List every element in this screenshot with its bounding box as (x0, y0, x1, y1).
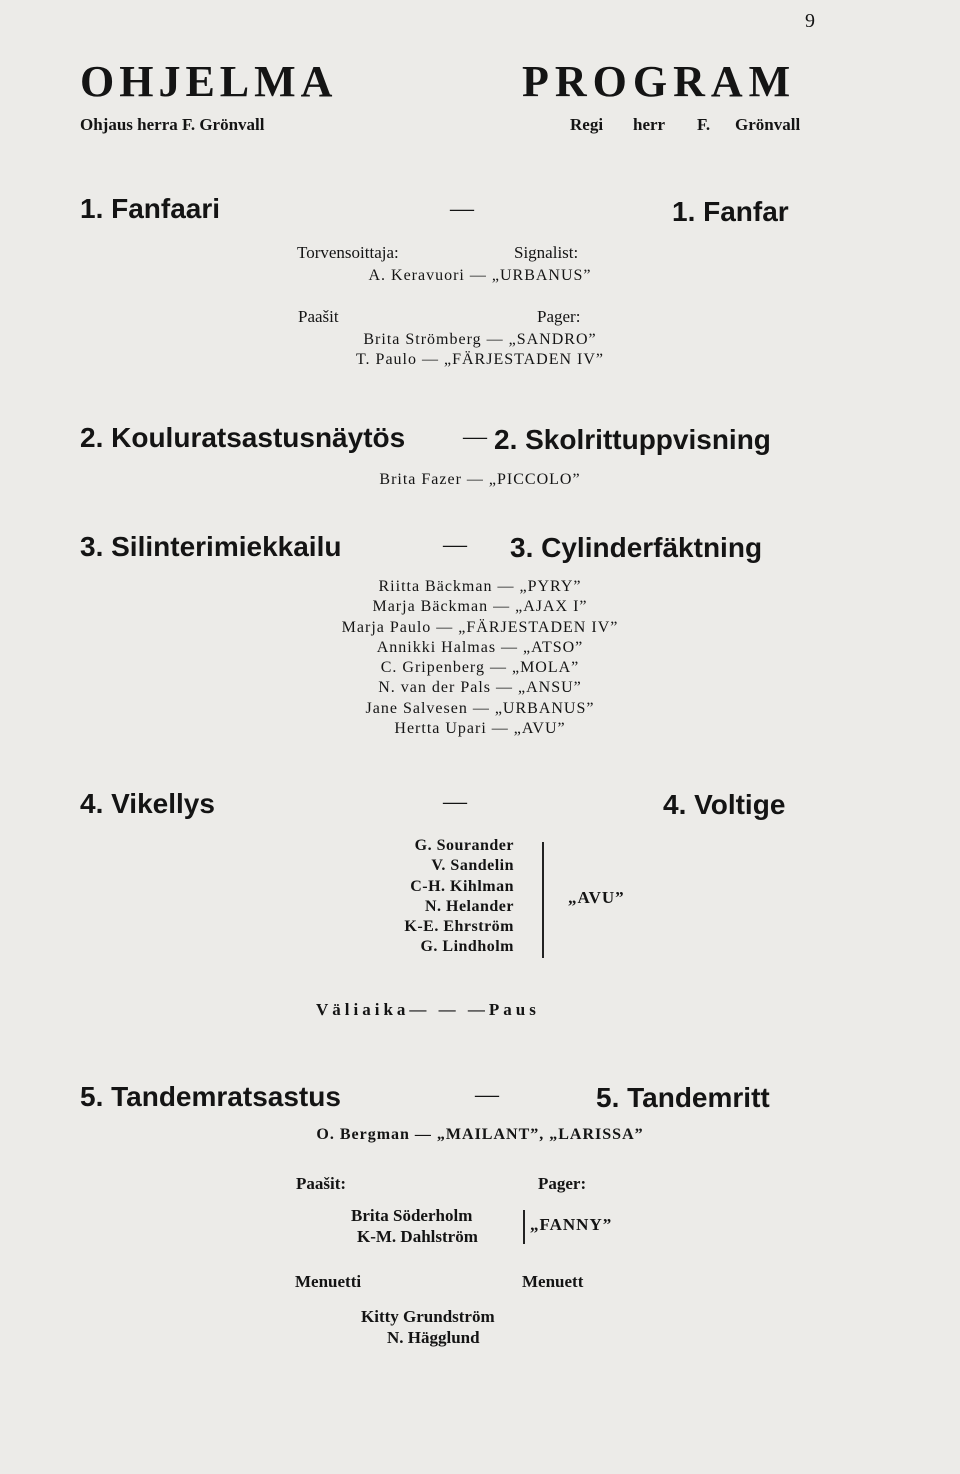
pages-bracket (520, 1210, 525, 1244)
director-finnish: Ohjaus herra F. Grönvall (80, 115, 265, 134)
section-5-dash: — (475, 1082, 499, 1108)
section-5-horse: „FANNY” (530, 1215, 613, 1234)
section-4-dash: — (443, 789, 467, 815)
section-4-riders (360, 836, 514, 958)
pages-label-sv: Pager: (537, 307, 581, 326)
menuet-dancer-1: Kitty Grundström (361, 1307, 495, 1326)
section-1-dash: — (450, 196, 474, 222)
section-3-title-sv: 3. Cylinderfäktning (510, 532, 763, 563)
section-3-title-fi: 3. Silinterimiekkailu (80, 531, 342, 562)
list-item: N. Helander (424, 897, 514, 915)
list-item: Riitta Bäckman — „PYRY” (378, 578, 582, 595)
list-item: C-H. Kihlman (410, 877, 514, 895)
signalist-label-sv: Signalist: (514, 243, 579, 262)
list-item: G. Sourander (414, 837, 514, 854)
list-item: Brita Strömberg — „SANDRO” (363, 331, 597, 348)
section-1-pages (0, 330, 960, 371)
section-5-title-sv: 5. Tandemritt (596, 1082, 770, 1113)
signalist-label-fi: Torvensoittaja: (297, 243, 399, 262)
menuet-label-sv: Menuett (522, 1272, 584, 1291)
pages-label-fi: Paašit (298, 307, 339, 326)
list-item: Jane Salvesen — „URBANUS” (365, 699, 595, 717)
list-item: G. Lindholm (420, 938, 514, 956)
section-3-dash: — (443, 532, 467, 558)
list-item: V. Sandelin (431, 857, 514, 875)
section-2-rider (0, 470, 960, 490)
director-swedish-2: herr (633, 115, 666, 134)
section-4-horse: „AVU” (568, 888, 625, 907)
list-item: C. Gripenberg — „MOLA” (380, 659, 580, 677)
list-item: Brita Fazer — „PICCOLO” (379, 471, 581, 488)
page-name-1: Brita Söderholm (351, 1206, 473, 1225)
section-5-rider (0, 1125, 960, 1145)
list-item: Marja Bäckman — „AJAX I” (372, 598, 588, 616)
title-swedish: PROGRAM (522, 57, 797, 106)
list-item: T. Paulo — „FÄRJESTADEN IV” (355, 351, 605, 369)
list-item: Marja Paulo — „FÄRJESTADEN IV” (341, 618, 619, 636)
pages-label-sv-2: Pager: (538, 1174, 587, 1193)
grouping-bracket (538, 842, 544, 958)
section-1-title-sv: 1. Fanfar (672, 196, 789, 227)
list-item: A. Keravuori — „URBANUS” (368, 267, 592, 284)
list-item: Hertta Upari — „AVU” (394, 720, 566, 738)
menuet-label-fi: Menuetti (295, 1272, 362, 1291)
section-5-title-fi: 5. Tandemratsastus (80, 1081, 341, 1112)
section-3-riders (0, 577, 960, 739)
list-item: N. van der Pals — „ANSU” (378, 679, 582, 697)
director-swedish-3: F. (697, 115, 711, 134)
section-4-title-fi: 4. Vikellys (80, 788, 215, 819)
section-2-title-fi: 2. Kouluratsastusnäytös (80, 422, 406, 453)
list-item: Annikki Halmas — „ATSO” (376, 638, 584, 656)
list-item: K-E. Ehrström (404, 918, 514, 936)
section-2-dash: — (463, 424, 487, 450)
page-number: 9 (805, 10, 815, 32)
section-2-title-sv: 2. Skolrittuppvisning (494, 424, 771, 455)
interval: Väliaika— — —Paus (316, 1000, 540, 1019)
section-1-title-fi: 1. Fanfaari (80, 193, 221, 224)
pages-label-fi-2: Paašit: (296, 1174, 347, 1193)
section-4-title-sv: 4. Voltige (663, 789, 786, 820)
title-finnish: OHJELMA (80, 57, 338, 106)
menuet-dancer-2: N. Hägglund (387, 1328, 480, 1347)
page-name-2: K-M. Dahlström (357, 1227, 478, 1246)
section-1-signalist (0, 266, 960, 286)
list-item: O. Bergman — „MAILANT”, „LARISSA” (316, 1126, 644, 1143)
director-swedish-1: Regi (570, 115, 604, 134)
director-swedish-4: Grönvall (735, 115, 801, 134)
